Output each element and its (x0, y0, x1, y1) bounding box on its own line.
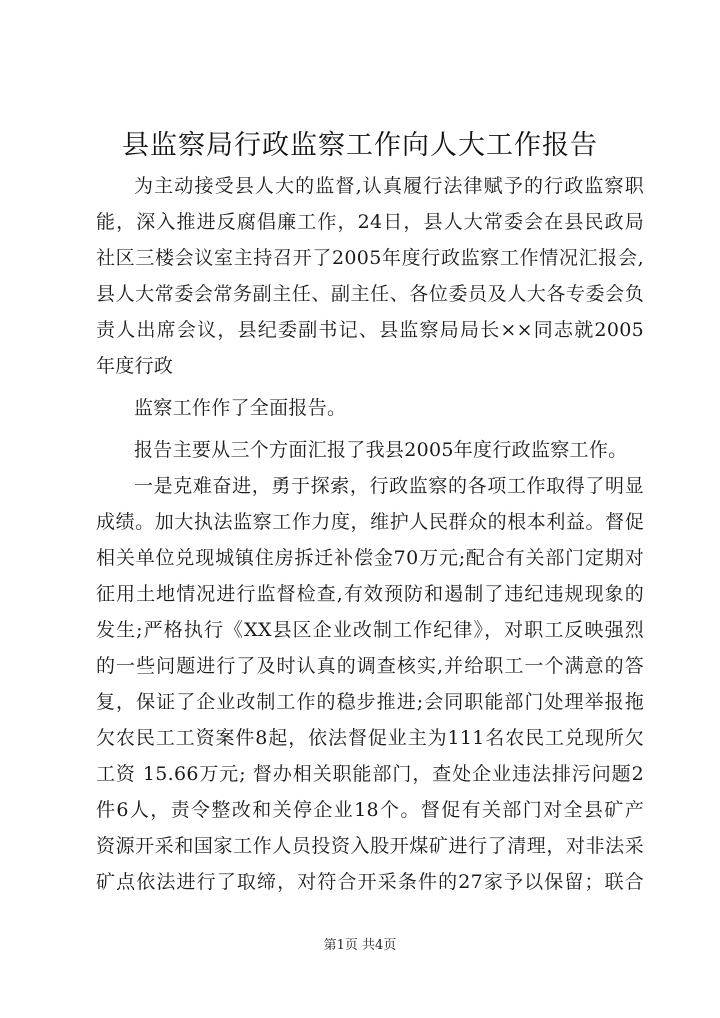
paragraph-line: 一是克难奋进，勇于探索，行政监察的各项工作取得了明显 (134, 475, 644, 497)
paragraph-line: 的一些问题进行了及时认真的调查核实,并给职工一个满意的答 (96, 655, 644, 677)
paragraph-line: 发生;严格执行《XX县区企业改制工作纪律》，对职工反映强烈 (96, 619, 644, 641)
paragraph-line: 社区三楼会议室主持召开了2005年度行政监察工作情况汇报会, (96, 247, 644, 269)
paragraph-line: 县人大常委会常务副主任、副主任、各位委员及人大各专委会负 (96, 283, 644, 305)
paragraph-line: 成绩。加大执法监察工作力度，维护人民群众的根本利益。督促 (96, 511, 644, 533)
paragraph-line: 征用土地情况进行监督检查,有效预防和遏制了违纪违规现象的 (96, 583, 644, 605)
paragraph-line: 年度行政 (96, 355, 174, 377)
paragraph-line: 相关单位兑现城镇住房拆迁补偿金70万元;配合有关部门定期对 (96, 547, 644, 569)
paragraph-line: 监察工作作了全面报告。 (134, 397, 347, 419)
paragraph-line: 矿点依法进行了取缔，对符合开采条件的27家予以保留；联合 (96, 871, 644, 893)
paragraph-line: 欠农民工工资案件8起，依法督促业主为111名农民工兑现所欠 (96, 727, 644, 749)
page-number-footer: 第1页 共4页 (323, 938, 397, 953)
paragraph-line: 责人出席会议，县纪委副书记、县监察局局长××同志就2005 (96, 319, 644, 341)
paragraph-line: 件6人，责令整改和关停企业18个。督促有关部门对全县矿产 (96, 799, 644, 821)
page-title: 县监察局行政监察工作向人大工作报告 (122, 130, 598, 161)
paragraph-line: 为主动接受县人大的监督,认真履行法律赋予的行政监察职 (134, 175, 644, 197)
paragraph-line: 工资 15.66万元; 督办相关职能部门，查处企业违法排污问题2 (96, 763, 644, 785)
paragraph-line: 报告主要从三个方面汇报了我县2005年度行政监察工作。 (134, 439, 628, 461)
paragraph-line: 复，保证了企业改制工作的稳步推进;会同职能部门处理举报拖 (96, 691, 644, 713)
paragraph-line: 能，深入推进反腐倡廉工作，24日，县人大常委会在县民政局 (96, 211, 644, 233)
document-body (96, 168, 644, 900)
paragraph-line: 资源开采和国家工作人员投资入股开煤矿进行了清理，对非法采 (96, 835, 644, 857)
